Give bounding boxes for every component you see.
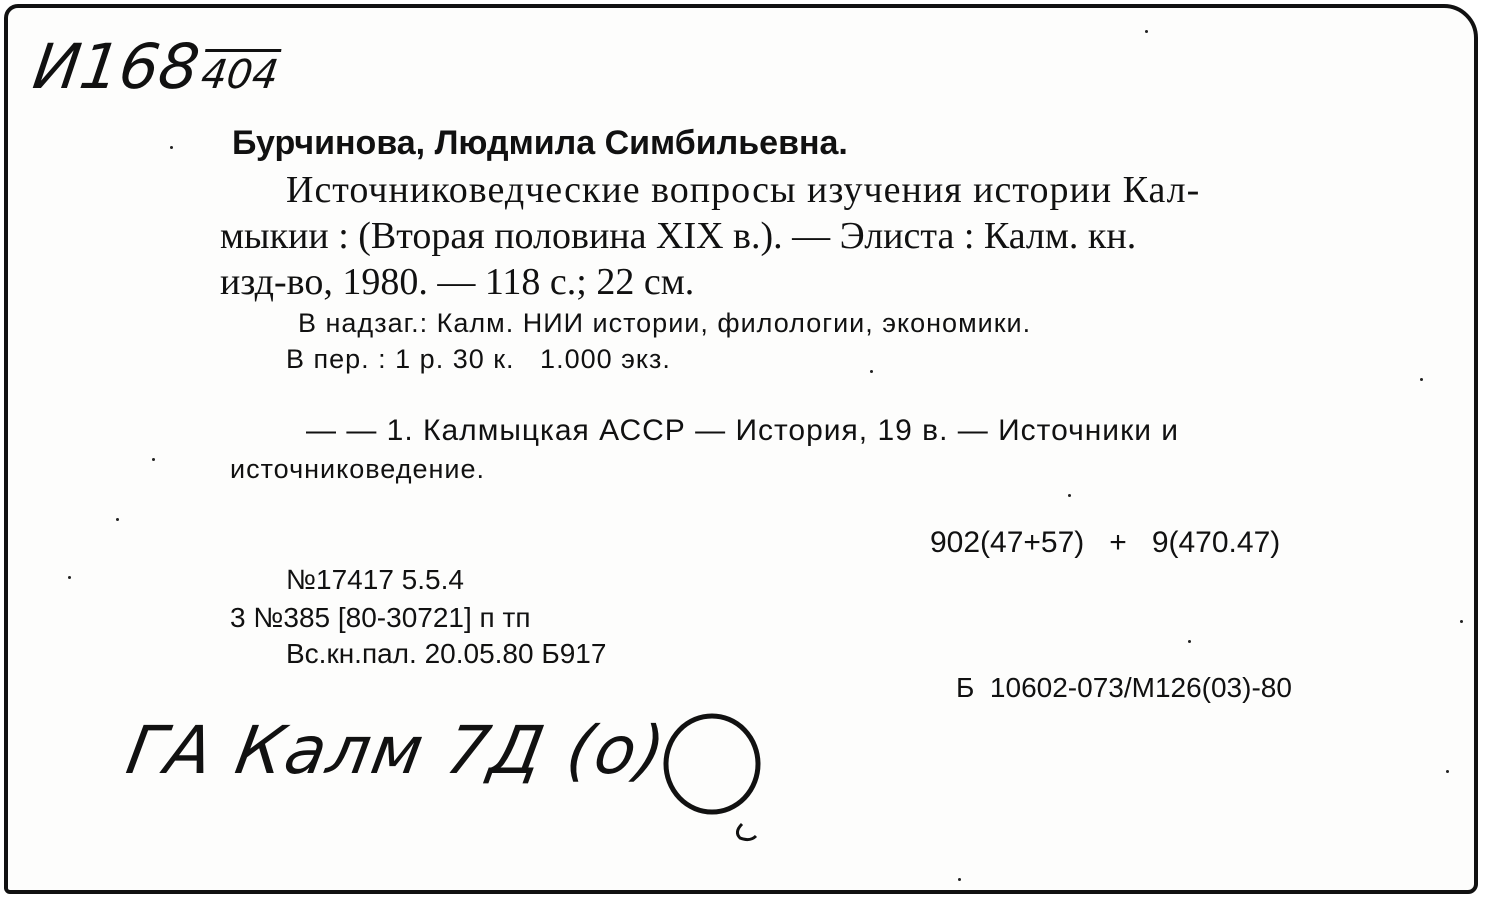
note-binding-price: В пер. : 1 р. 30 к. 1.000 экз. — [286, 344, 671, 374]
scan-speck — [1446, 770, 1449, 773]
scan-speck — [1420, 378, 1423, 381]
scan-speck — [170, 146, 173, 149]
circle-mark — [656, 706, 776, 846]
scan-speck — [116, 518, 119, 521]
order-number: №17417 5.5.4 — [286, 564, 464, 595]
handwritten-call-number — [29, 30, 284, 103]
book-chamber-info: Вс.кн.пал. 20.05.80 Б917 — [286, 638, 607, 669]
scan-speck — [152, 458, 155, 461]
title-line-1: Источниковедческие вопросы изучения истории Кал- — [286, 169, 1201, 211]
subject-line-1: — — 1. Калмыцкая АССР — История, 19 в. — Источники и — [306, 414, 1180, 447]
subject-line-2: источниковедение. — [230, 454, 486, 484]
scan-speck — [1068, 494, 1071, 497]
note-parent-org: В надзаг.: Калм. НИИ истории, филологии, экономики. — [298, 308, 1032, 338]
scan-speck — [958, 878, 961, 881]
classification-index: 902(47+57) + 9(470.47) — [930, 526, 1281, 559]
price-code: Б 10602-073/М126(03)-80 — [956, 672, 1292, 703]
call-number-main: И168 — [28, 30, 204, 103]
scan-speck — [1188, 640, 1191, 643]
title-line-3: изд-во, 1980. — 118 с.; 22 см. — [220, 261, 695, 303]
scan-speck — [870, 370, 873, 373]
call-number-sub: 404 — [198, 49, 281, 98]
scan-speck — [1145, 30, 1148, 33]
scan-speck — [68, 576, 71, 579]
printing-info: 3 №385 [80-30721] п тп — [230, 602, 531, 633]
author-heading: Бурчинова, Людмила Симбильевна. — [232, 124, 848, 162]
scan-speck — [1460, 620, 1463, 623]
title-line-2: мыкии : (Вторая половина XIX в.). — Элиста : Калм. кн. — [220, 215, 1137, 257]
handwritten-location-note: ГА Калм 7Д (о) — [121, 712, 673, 789]
